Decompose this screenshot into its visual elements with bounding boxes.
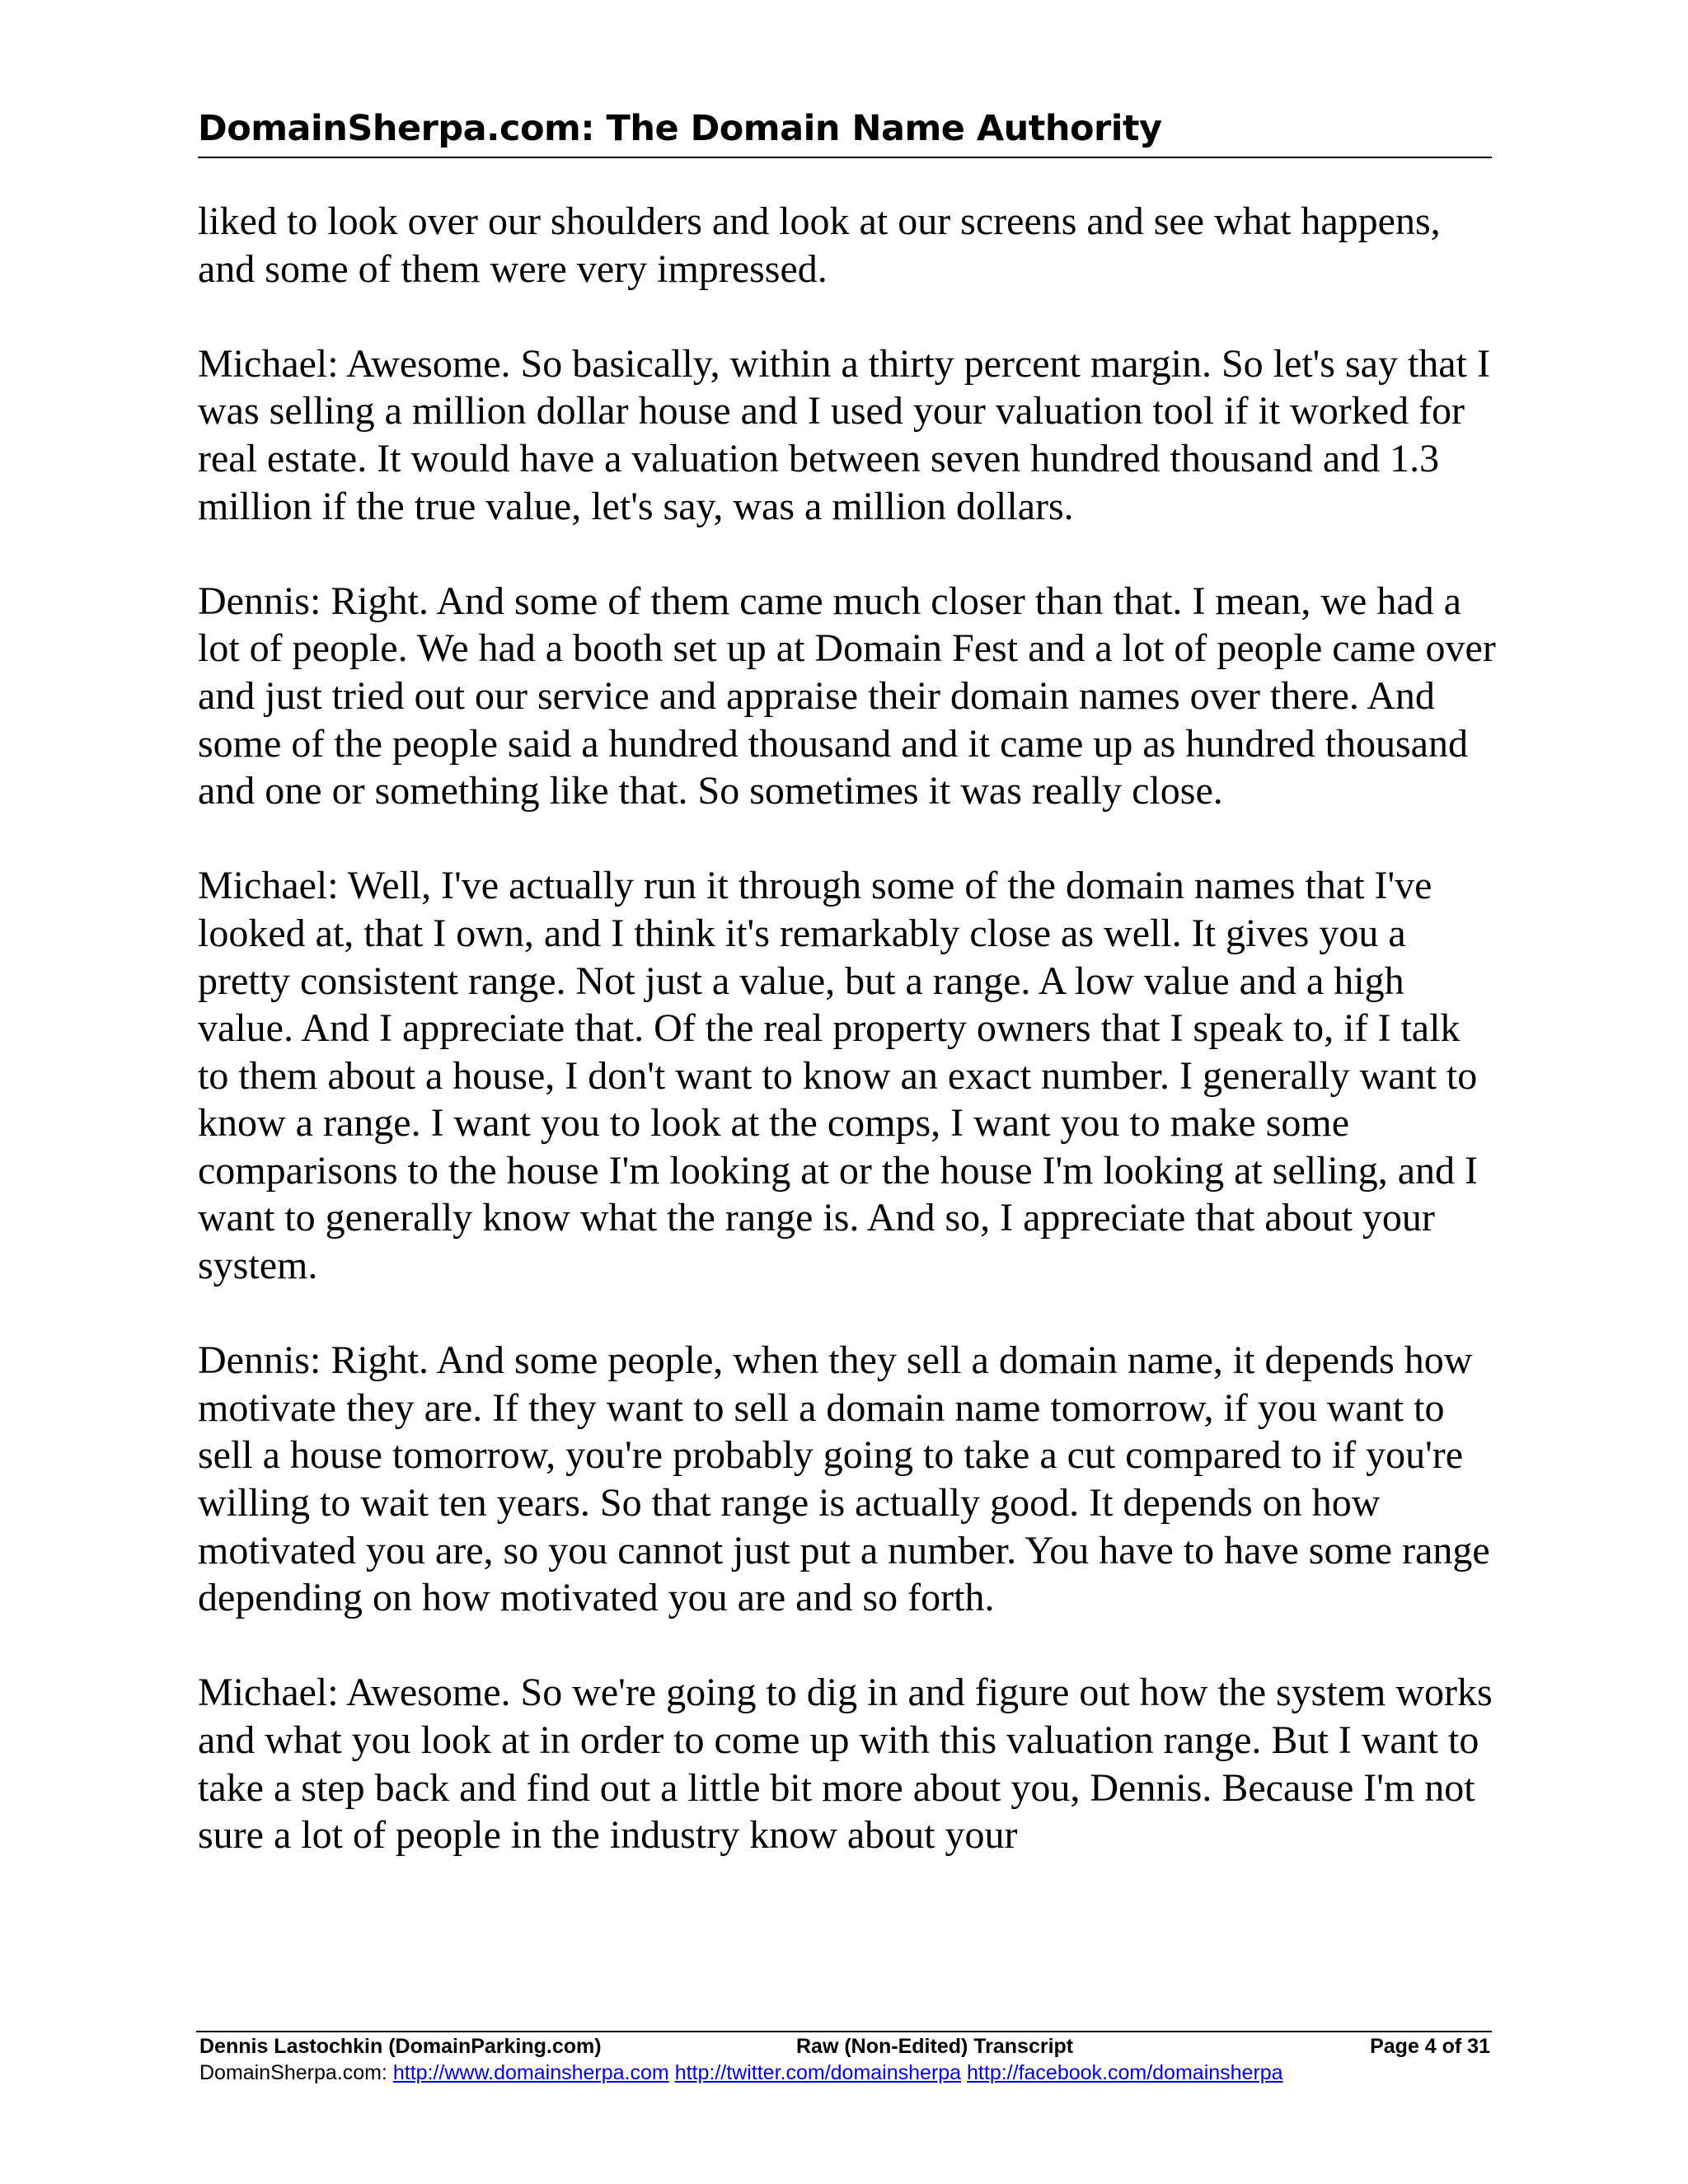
paragraph: Dennis: Right. And some of them came much closer than that. I mean, we had a lot of people. We had a booth set up at Domain Fest and a lot of people came over and just tried out our service and appraise their domain names over there. And some of the people said a hundred thousand and it came up as hundred thousand and one or something like that. So sometimes it was really close. xyxy=(198,579,1496,813)
twitter-link[interactable]: http://twitter.com/domainsherpa xyxy=(674,2061,962,2084)
paragraph: Michael: Well, I've actually run it through some of the domain names that I've looked at, that I own, and I think it's remarkably close as well. It gives you a pretty consistent range. Not just a value, but a range. A low value and a high value. And I appreciate that. Of the real property owners that I speak to, if I talk to them about a house, I don't want to know an exact number. I generally want to know a range. I want you to look at the comps, I want you to make some comparisons to the house I'm looking at or the house I'm looking at selling, and I want to generally know what the range is. And so, I appreciate that about your system. xyxy=(198,864,1479,1288)
facebook-link[interactable]: http://facebook.com/domainsherpa xyxy=(967,2061,1283,2084)
paragraph: Michael: Awesome. So we're going to dig in and figure out how the system works and what you look at in order to come up with this valuation range. But I want to take a step back and find out a little bit more about you, Dennis. Because I'm not sure a lot of people in the industry know about your xyxy=(198,1671,1493,1858)
transcript-body xyxy=(198,198,1500,1906)
website-link[interactable]: http://www.domainsherpa.com xyxy=(392,2061,669,2084)
paragraph: liked to look over our shoulders and look at our screens and see what happens, and some of them were very impressed. xyxy=(198,199,1441,291)
footer-guest: Dennis Lastochkin (DomainParking.com) xyxy=(199,2035,602,2058)
footer-page-number: Page 4 of 31 xyxy=(1370,2035,1490,2058)
page-footer xyxy=(196,2031,1492,2085)
header-title: DomainSherpa.com: The Domain Name Authority xyxy=(198,108,1162,149)
footer-links-row xyxy=(196,2060,1492,2085)
paragraph: Dennis: Right. And some people, when they sell a domain name, it depends how motivate they are. If they want to sell a domain name tomorrow, if you want to sell a house tomorrow, you're probably going to take a cut compared to if you're willing to wait ten years. So that range is actually good. It depends on how motivated you are, so you cannot just put a number. You have to have some range depending on how motivated you are and so forth. xyxy=(198,1338,1490,1620)
footer-transcript-type: Raw (Non-Edited) Transcript xyxy=(796,2035,1074,2058)
paragraph: Michael: Awesome. So basically, within a thirty percent margin. So let's say that I was selling a million dollar house and I used your valuation tool if it worked for real estate. It would have a valuation between seven hundred thousand and 1.3 million if the true value, let's say, was a million dollars. xyxy=(198,341,1490,528)
footer-site-label: DomainSherpa.com: xyxy=(199,2061,387,2084)
page-header xyxy=(198,101,1492,158)
footer-info-row xyxy=(196,2032,1492,2060)
